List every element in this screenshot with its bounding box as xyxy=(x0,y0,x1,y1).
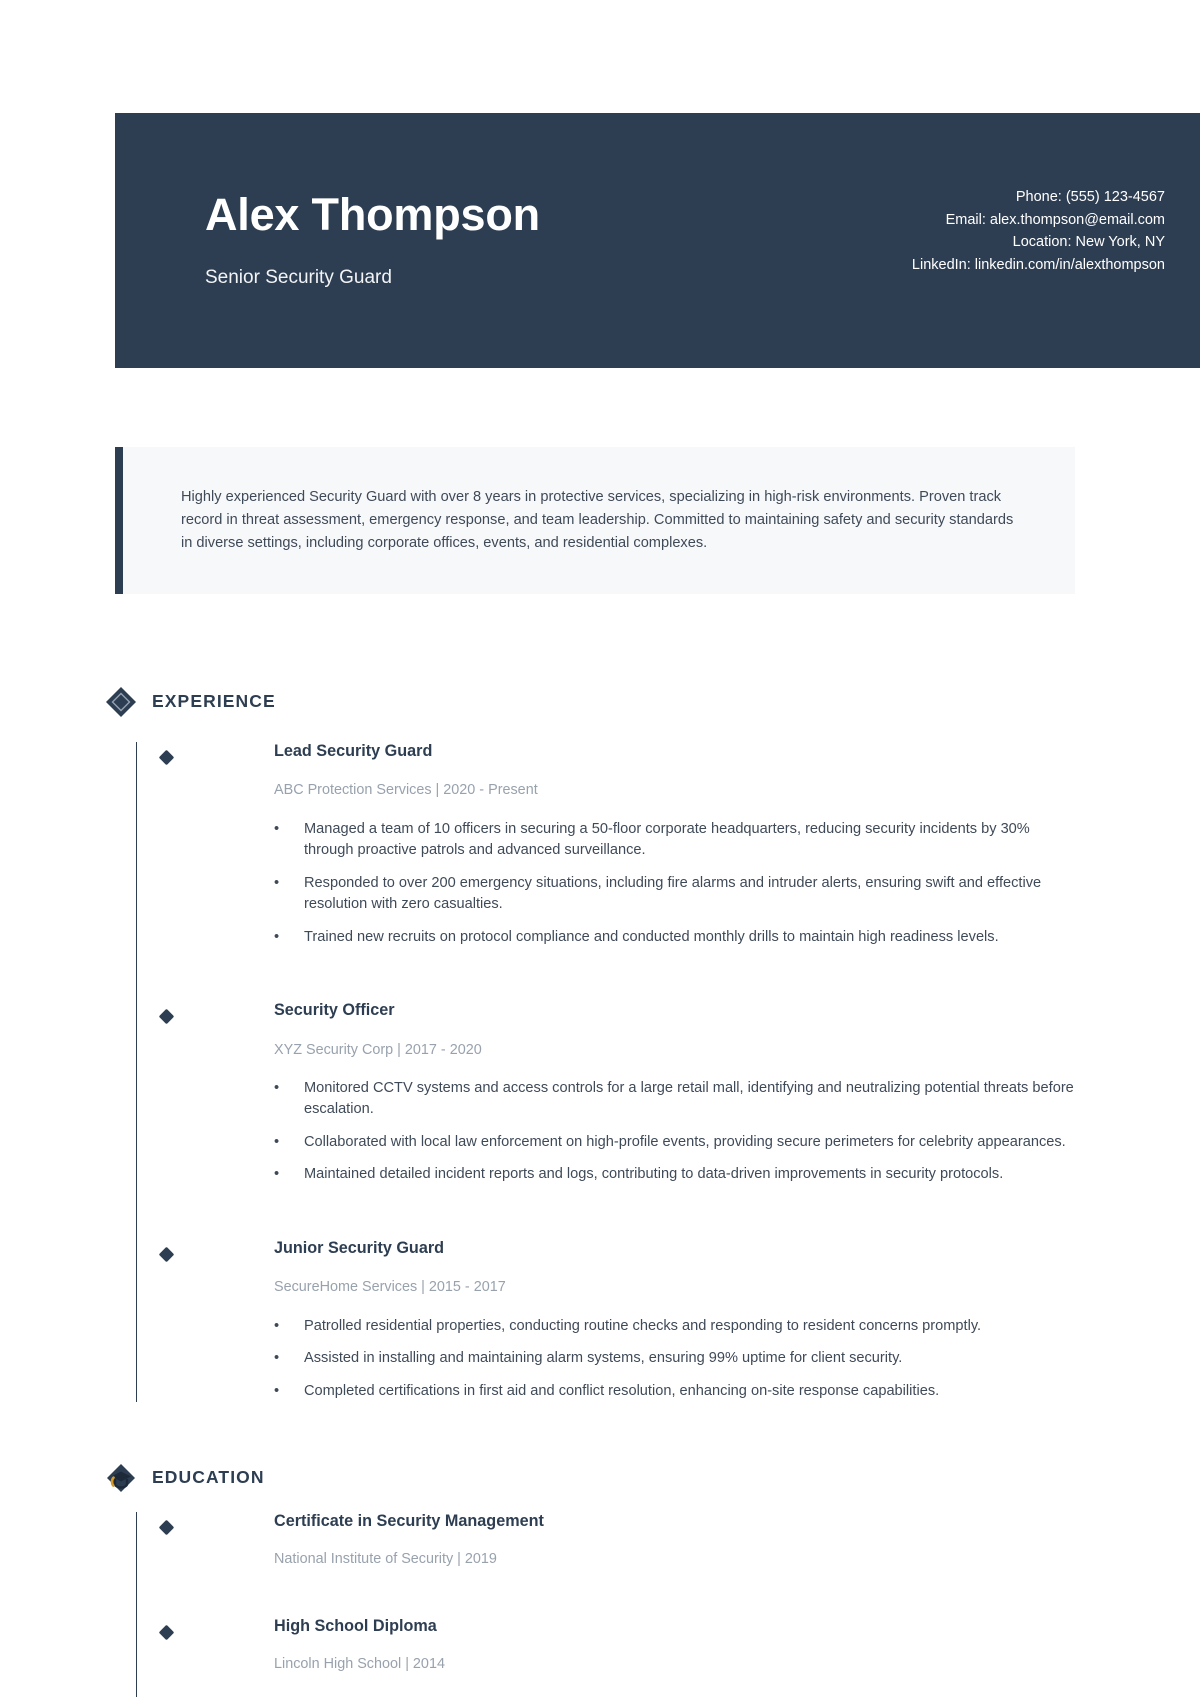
candidate-job-title: Senior Security Guard xyxy=(205,266,392,288)
experience-entry xyxy=(137,742,1076,948)
experience-entry xyxy=(137,1001,1076,1186)
section-heading-experience xyxy=(104,685,276,719)
graduation-cap-icon xyxy=(104,1461,138,1495)
contact-info xyxy=(912,186,1165,276)
entry-bullet-point: • Monitored CCTV systems and access controls for a large retail mall, identifying and neutralizing potential threats before escalation. xyxy=(274,1078,1076,1121)
entry-bullet-list xyxy=(274,819,1076,949)
section-title-experience: EXPERIENCE xyxy=(152,691,276,712)
entry-bullet-point: • Collaborated with local law enforcement on high-profile events, providing secure perimeters for celebrity appearances. xyxy=(274,1132,1076,1154)
resume-header xyxy=(115,113,1200,368)
summary-block xyxy=(115,447,1075,594)
entry-subtitle: SecureHome Services | 2015 - 2017 xyxy=(274,1279,506,1296)
diamond-bullet-icon xyxy=(159,1247,175,1263)
summary-text: Highly experienced Security Guard with over 8 years in protective services, specializing in high-risk environments. Proven track record in threat assessment, emergency response, and team leadership. Committed to maintaining safety and security standards in diverse settings, including corporate offices, events, and residential complexes. xyxy=(181,489,1014,551)
diamond-bullet-icon xyxy=(159,1009,175,1025)
diamond-bullet-icon xyxy=(159,1624,175,1640)
entry-bullet-point: • Assisted in installing and maintaining alarm systems, ensuring 99% uptime for client security. xyxy=(274,1348,1076,1370)
contact-location: Location: New York, NY xyxy=(1012,234,1165,250)
education-entry xyxy=(137,1512,1076,1569)
contact-linkedin: LinkedIn: linkedin.com/in/alexthompson xyxy=(911,256,1165,273)
entry-spacer xyxy=(137,1197,1076,1239)
entry-title: Security Officer xyxy=(274,1001,395,1020)
entry-bullet-point: • Maintained detailed incident reports and logs, contributing to data-driven improvements in security protocols. xyxy=(274,1164,1076,1186)
entry-subtitle: XYZ Security Corp | 2017 - 2020 xyxy=(274,1041,482,1058)
section-title-education: EDUCATION xyxy=(152,1467,265,1488)
entry-title: Certificate in Security Management xyxy=(274,1512,544,1530)
entry-subtitle: Lincoln High School | 2014 xyxy=(274,1656,445,1673)
entry-subtitle: ABC Protection Services | 2020 - Present xyxy=(274,782,538,799)
diamond-icon xyxy=(104,685,138,719)
entry-bullet-list xyxy=(274,1078,1076,1186)
diamond-bullet-icon xyxy=(159,1520,175,1536)
entry-title: Lead Security Guard xyxy=(274,742,433,760)
entry-spacer xyxy=(137,1569,1076,1617)
entry-subtitle: National Institute of Security | 2019 xyxy=(274,1551,497,1568)
header-identity xyxy=(205,191,540,289)
section-heading-education xyxy=(104,1461,265,1495)
entry-bullet-list xyxy=(274,1316,1076,1403)
experience-entry-list xyxy=(136,742,1076,1402)
entry-bullet-point: • Trained new recruits on protocol compliance and conducted monthly drills to maintain high readiness levels. xyxy=(274,927,1076,949)
entry-title: High School Diploma xyxy=(274,1616,437,1635)
candidate-name: Alex Thompson xyxy=(205,189,540,241)
education-entry xyxy=(137,1617,1076,1674)
entry-bullet-point: • Responded to over 200 emergency situations, including fire alarms and intruder alerts, ensuring swift and effective resolution with zero casualties. xyxy=(274,873,1076,916)
entry-bullet-point: • Completed certifications in first aid and conflict resolution, enhancing on-site response capabilities. xyxy=(274,1381,1076,1403)
experience-entry xyxy=(137,1239,1076,1402)
contact-phone: Phone: (555) 123-4567 xyxy=(1015,189,1165,205)
entry-bullet-point: • Managed a team of 10 officers in securing a 50-floor corporate headquarters, reducing security incidents by 30% through proactive patrols and advanced surveillance. xyxy=(274,819,1076,862)
entry-bullet-point: • Patrolled residential properties, conducting routine checks and responding to resident concerns promptly. xyxy=(274,1316,1076,1338)
entry-spacer xyxy=(137,959,1076,1001)
contact-email: Email: alex.thompson@email.com xyxy=(945,211,1165,228)
education-entry-list xyxy=(136,1512,1076,1697)
entry-title: Junior Security Guard xyxy=(274,1238,445,1257)
diamond-bullet-icon xyxy=(159,750,175,766)
